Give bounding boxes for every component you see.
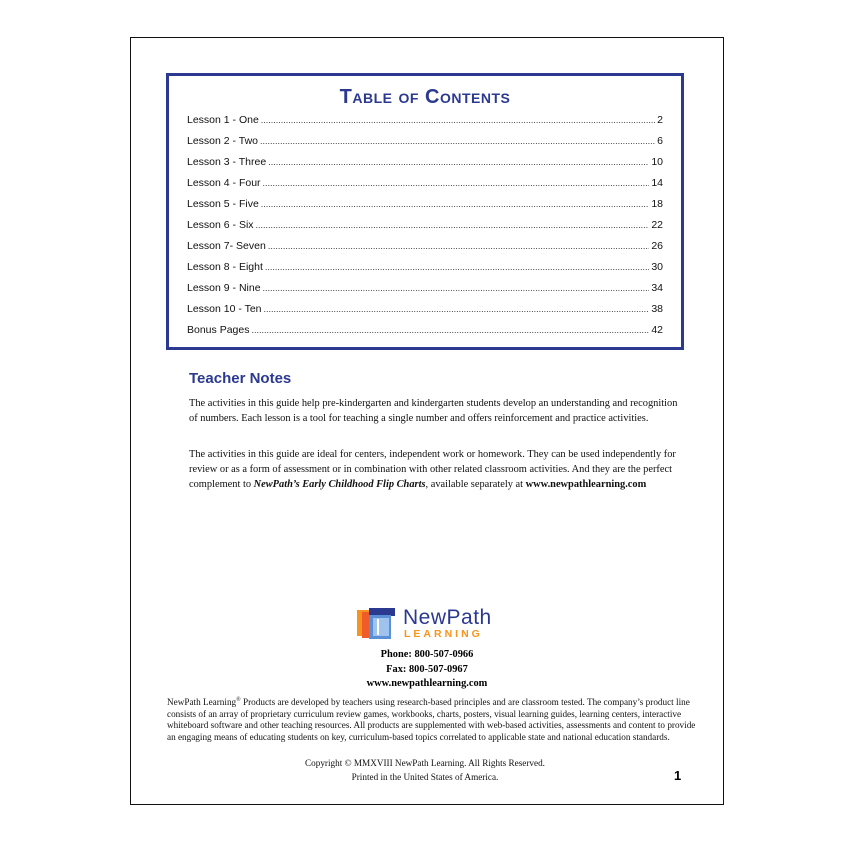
- toc-leader-dots: [268, 157, 649, 167]
- toc-entry[interactable]: [187, 303, 663, 324]
- toc-entry-label: Lesson 6 - Six: [187, 219, 254, 231]
- description-text: Products are developed by teachers using research-based principles and are classroom tested. The company’s product line consists of an array of proprietary curriculum review games, workbooks, charts, posters, visual learning guides, learning centers, interactive whiteboard software and other teaching resources. All products are supplemented with web-based activities, assessments and content to provide an engaging means of educating students on key, curriculum-based topics correlated to applicable state and national education standards.: [167, 697, 696, 742]
- document-page: [130, 37, 724, 805]
- toc-entry-label: Lesson 4 - Four: [187, 177, 261, 189]
- book-icon: [355, 606, 401, 642]
- toc-entry-label: Bonus Pages: [187, 324, 250, 336]
- paragraph-text: , available separately at: [425, 479, 526, 490]
- toc-entry-label: Lesson 8 - Eight: [187, 261, 263, 273]
- toc-entry-label: Lesson 1 - One: [187, 114, 259, 126]
- newpath-logo: [355, 606, 515, 642]
- toc-leader-dots: [263, 283, 650, 293]
- logo-subtitle: LEARNING: [404, 628, 483, 640]
- toc-entry-page: 22: [651, 219, 663, 231]
- toc-entry-page: 34: [651, 282, 663, 294]
- toc-entry-label: Lesson 3 - Three: [187, 156, 267, 168]
- toc-leader-dots: [251, 325, 649, 335]
- toc-entry-label: Lesson 2 - Two: [187, 135, 259, 147]
- toc-entry-label: Lesson 5 - Five: [187, 198, 259, 210]
- toc-entry[interactable]: [187, 114, 663, 135]
- fax-number: Fax: 800-507-0967: [386, 664, 468, 675]
- company-description: [167, 695, 697, 743]
- company-name: NewPath Learning: [167, 697, 237, 708]
- toc-entry[interactable]: [187, 240, 663, 261]
- copyright-line: Copyright © MMXVIII NewPath Learning. All Rights Reserved.: [305, 758, 545, 768]
- registered-mark: ®: [236, 697, 241, 703]
- teacher-notes-paragraph-1: The activities in this guide help pre-kindergarten and kindergarten students develop an understanding and recognition of numbers. Each lesson is a tool for teaching a single number and offers reinforcement and practice activities.: [189, 398, 678, 424]
- toc-entry-page: 42: [651, 324, 663, 336]
- toc-list: [187, 114, 663, 345]
- toc-entry-label: Lesson 9 - Nine: [187, 282, 261, 294]
- toc-entry-page: 2: [657, 114, 663, 126]
- toc-entry[interactable]: [187, 198, 663, 219]
- toc-entry-page: 38: [651, 303, 663, 315]
- teacher-notes-heading: Teacher Notes: [189, 370, 292, 387]
- contact-website[interactable]: www.newpathlearning.com: [366, 678, 488, 689]
- printed-line: Printed in the United States of America.: [351, 772, 499, 782]
- paragraph-text: The activities in this guide are ideal for centers, independent work or homework. They can be used independently for review or as a form of assessment or in combination with other related classroom activities. And they are the perfect complement to: [189, 449, 676, 490]
- toc-leader-dots: [268, 241, 650, 251]
- toc-leader-dots: [256, 220, 650, 230]
- toc-leader-dots: [261, 115, 655, 125]
- toc-entry-label: Lesson 7- Seven: [187, 240, 266, 252]
- teacher-notes-paragraph-2: [189, 447, 679, 492]
- toc-entry[interactable]: [187, 156, 663, 177]
- product-name: NewPath’s Early Childhood Flip Charts: [253, 479, 426, 490]
- phone-number: Phone: 800-507-0966: [380, 649, 474, 660]
- toc-title: Table of Contents: [339, 86, 511, 108]
- toc-entry-page: 26: [651, 240, 663, 252]
- toc-entry-page: 18: [651, 198, 663, 210]
- toc-leader-dots: [260, 136, 655, 146]
- toc-entry-page: 6: [657, 135, 663, 147]
- toc-entry-page: 10: [651, 156, 663, 168]
- toc-leader-dots: [261, 199, 650, 209]
- toc-entry[interactable]: [187, 324, 663, 345]
- toc-entry-page: 30: [651, 261, 663, 273]
- toc-entry[interactable]: [187, 219, 663, 240]
- toc-entry[interactable]: [187, 177, 663, 198]
- toc-entry[interactable]: [187, 282, 663, 303]
- toc-leader-dots: [264, 304, 650, 314]
- table-of-contents: [166, 73, 684, 350]
- toc-entry[interactable]: [187, 261, 663, 282]
- toc-leader-dots: [263, 178, 650, 188]
- toc-entry-page: 14: [651, 177, 663, 189]
- toc-leader-dots: [265, 262, 649, 272]
- logo-wordmark: NewPath: [403, 606, 492, 629]
- toc-entry[interactable]: [187, 135, 663, 156]
- toc-entry-label: Lesson 10 - Ten: [187, 303, 262, 315]
- website-link[interactable]: www.newpathlearning.com: [525, 479, 647, 490]
- page-number: 1: [674, 768, 682, 783]
